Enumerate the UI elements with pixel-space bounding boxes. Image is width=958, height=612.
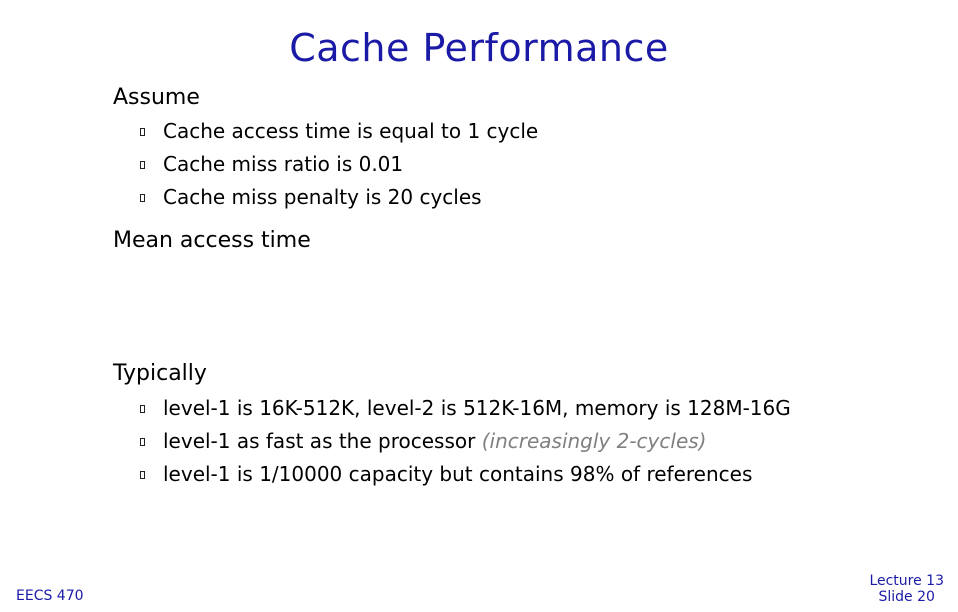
course-label: EECS 470 bbox=[16, 588, 84, 604]
list-item bbox=[140, 394, 791, 427]
list-item-text: level-1 is 1/10000 capacity but contains 98% of references bbox=[163, 462, 753, 486]
list-item bbox=[140, 150, 538, 183]
list-item-text: Cache miss penalty is 20 cycles bbox=[163, 185, 482, 209]
mean-access-time-heading: Mean access time bbox=[113, 228, 311, 253]
list-item-note: (increasingly 2-cycles) bbox=[481, 429, 707, 453]
lecture-label: Lecture 13 bbox=[869, 573, 944, 589]
list-item bbox=[140, 427, 791, 460]
list-item bbox=[140, 460, 791, 493]
slide-number: Slide 20 bbox=[878, 589, 935, 605]
slide-footer bbox=[869, 573, 944, 605]
list-item bbox=[140, 183, 538, 216]
square-bullet-icon bbox=[140, 405, 145, 413]
typically-list bbox=[140, 394, 791, 493]
list-item bbox=[140, 117, 538, 150]
list-item-text: Cache miss ratio is 0.01 bbox=[163, 152, 404, 176]
square-bullet-icon bbox=[140, 194, 145, 202]
square-bullet-icon bbox=[140, 161, 145, 169]
square-bullet-icon bbox=[140, 438, 145, 446]
list-item-text: Cache access time is equal to 1 cycle bbox=[163, 119, 539, 143]
assume-list bbox=[140, 117, 538, 216]
list-item-text: level-1 as fast as the processor bbox=[163, 429, 482, 453]
slide-title: Cache Performance bbox=[289, 26, 669, 70]
square-bullet-icon bbox=[140, 128, 145, 136]
square-bullet-icon bbox=[140, 471, 145, 479]
list-item-text: level-1 is 16K-512K, level-2 is 512K-16M, memory is 128M-16G bbox=[163, 396, 791, 420]
assume-heading: Assume bbox=[113, 85, 200, 110]
typically-heading: Typically bbox=[113, 361, 207, 386]
